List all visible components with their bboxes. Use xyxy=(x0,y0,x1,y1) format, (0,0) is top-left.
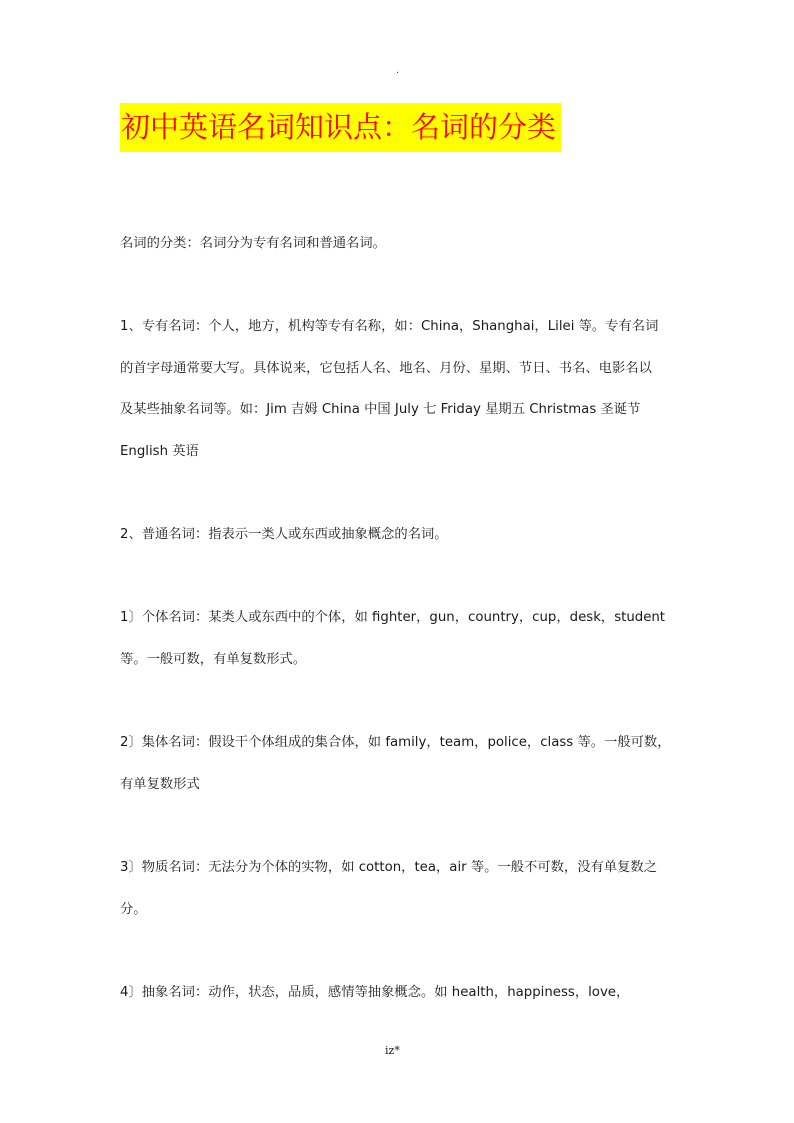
paragraph-line: 及某些抽象名词等。如：Jim 吉姆 China 中国 July 七 Friday 星期五 Christmas 圣诞节 xyxy=(120,402,641,417)
paragraph-line: 有单复数形式 xyxy=(120,776,200,792)
common-noun-paragraph: 2、普通名词：指表示一类人或东西或抽象概念的名词。 xyxy=(120,527,448,542)
collective-noun-paragraph xyxy=(120,722,685,805)
footer-page-mark: iz* xyxy=(385,1044,400,1057)
header-mark: . xyxy=(396,65,400,76)
intro-paragraph: 名词的分类：名词分为专有名词和普通名词。 xyxy=(120,236,386,251)
paragraph-line: 4〕抽象名词：动作，状态，品质，感情等抽象概念。如 health，happiness，love， xyxy=(120,985,630,1000)
paragraph-line: 的首字母通常要大写。具体说来，它包括人名、地名、月份、星期、节日、书名、电影名以 xyxy=(120,360,652,376)
paragraph-line: 3〕物质名词：无法分为个体的实物，如 cotton，tea，air 等。一般不可数，没有单复数之 xyxy=(120,860,657,875)
paragraph-line: 2〕集体名词：假设干个体组成的集合体，如 family，team，police，class 等。一般可数， xyxy=(120,735,671,750)
paragraph-line: 等。一般可数，有单复数形式。 xyxy=(120,651,307,667)
individual-noun-paragraph xyxy=(120,597,685,680)
paragraph-line: 分。 xyxy=(120,901,147,917)
paragraph-line: 1〕个体名词：某类人或东西中的个体，如 fighter，gun，country，cup，desk，student xyxy=(120,610,666,625)
page-title: 初中英语名词知识点：名词的分类 xyxy=(120,103,561,152)
paragraph-line: 1、专有名词：个人，地方，机构等专有名称，如：China，Shanghai，Lilei 等。专有名词 xyxy=(120,319,659,334)
abstract-noun-paragraph xyxy=(120,972,685,1014)
material-noun-paragraph xyxy=(120,847,685,930)
paragraph-line: English 英语 xyxy=(120,443,199,459)
proper-noun-paragraph xyxy=(120,306,685,472)
